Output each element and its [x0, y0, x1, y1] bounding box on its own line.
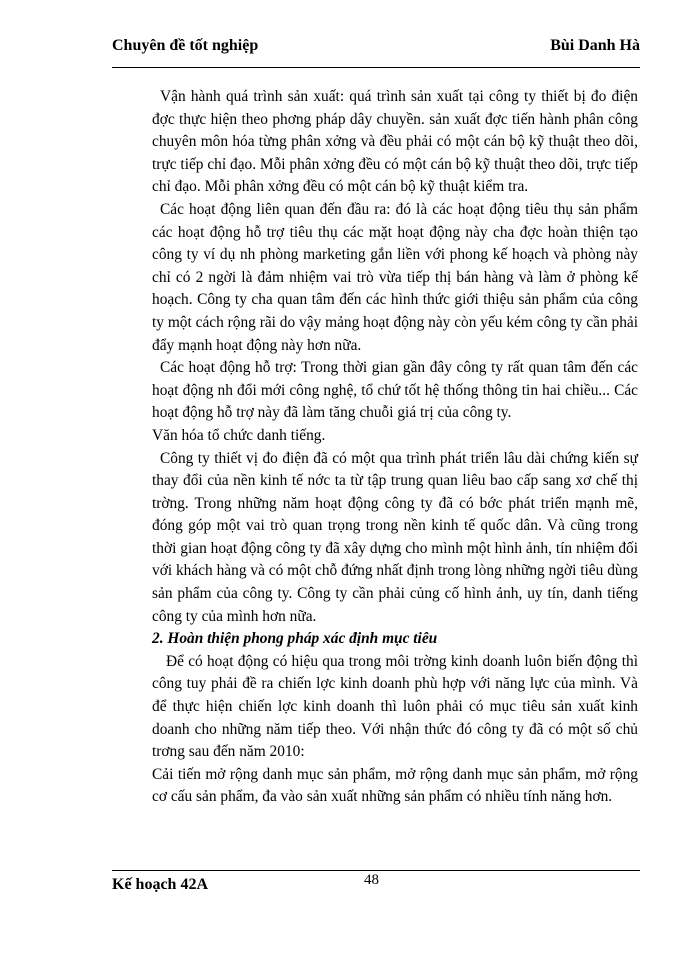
header-author: Bùi Danh Hà: [550, 37, 640, 54]
body-text: [152, 86, 638, 809]
paragraph: Cải tiến mở rộng danh mục sản phẩm, mở rộng danh mục sản phẩm, mở rộng cơ cấu sản phẩm, đa vào sản xuất những sản phẩm có nhiều tính năng hơn.: [152, 765, 638, 806]
paragraph: Các hoạt động liên quan đến đầu ra: đó là các hoạt động tiêu thụ sản phẩm các hoạt động hỗ trợ tiêu thụ các mặt hoạt động này cha đợc hoàn thiện tạo công ty ví dụ nh phòng marketing gắn liền với phong kế hoạch và phòng này chỉ có 2 ngời là đảm nhiệm vai trò vừa tiếp thị bán hàng và làm ở phòng kế hoạch. Công ty cha quan tâm đến các hình thức giới thiệu sản phẩm của công ty một cách rộng rãi do vậy mảng hoạt động này còn yếu kém công ty cần phải đẩy mạnh hoạt động này hơn nữa.: [152, 200, 638, 354]
section-heading: 2. Hoàn thiện phong pháp xác định mục tiêu: [152, 630, 438, 648]
paragraph: Các hoạt động hỗ trợ: Trong thời gian gần đây công ty rất quan tâm đến các hoạt động nh đổi mới công nghệ, tổ chứ tốt hệ thống thông tin hai chiều... Các hoạt động hỗ trợ này đã làm tăng chuỗi giá trị của công ty.: [152, 359, 638, 422]
paragraph: Để có hoạt động có hiệu qua trong môi trờng kinh doanh luôn biến động thì công tuy phải đề ra chiến lợc kinh doanh phù hợp với năng lực của mình. Và để thực hiện chiến lợc kinh doanh thì luôn phải có mục tiêu sản xuất kinh doanh cho những năm tiếp theo. Với nhận thức đó công ty đã có một số chủ trơng sau đến năm 2010:: [152, 652, 638, 761]
paragraph: Công ty thiết vị đo điện đã có một qua trình phát triển lâu dài chứng kiến sự thay đổi của nền kinh tế nớc ta từ tập trung quan liêu bao cấp sang xơ chế thị trờng. Trong những năm hoạt động công ty đã có bớc phát triển mạnh mẽ, đóng góp một vai trò quan trọng trong nền kinh tế quốc dân. Và cũng trong thời gian hoạt động công ty đã xây dựng cho mình một hình ảnh, tín nhiệm đối với khách hàng và có một chỗ đứng nhất định trong lòng những ngời tiêu dùng sản phẩm của công ty. Công ty cần phải củng cố hình ảnh, uy tín, danh tiếng công ty của mình hơn nữa.: [152, 449, 638, 625]
header-rule: [112, 67, 640, 68]
page-number: 48: [364, 872, 379, 888]
page-header: [112, 37, 640, 59]
paragraph: Vận hành quá trình sản xuất: quá trình sản xuất tại công ty thiết bị đo điện đợc thực hiện theo phơng pháp dây chuyền. sản xuất đợc tiến hành phân công chuyên môn hóa từng phân xởng và đều phải có một cán bộ kỹ thuật theo dõi, trực tiếp chỉ đạo. Mỗi phân xởng đều có một cán bộ kỹ thuật theo dõi, trực tiếp chỉ đạo. Mỗi phân xởng đều có một cán bộ kỹ thuật kiểm tra.: [152, 88, 638, 196]
header-title: Chuyên đề tốt nghiệp: [112, 37, 259, 54]
paragraph: Văn hóa tổ chức danh tiếng.: [152, 426, 326, 444]
footer-label: Kế hoạch 42A: [112, 876, 208, 893]
footer-rule: [112, 870, 640, 871]
